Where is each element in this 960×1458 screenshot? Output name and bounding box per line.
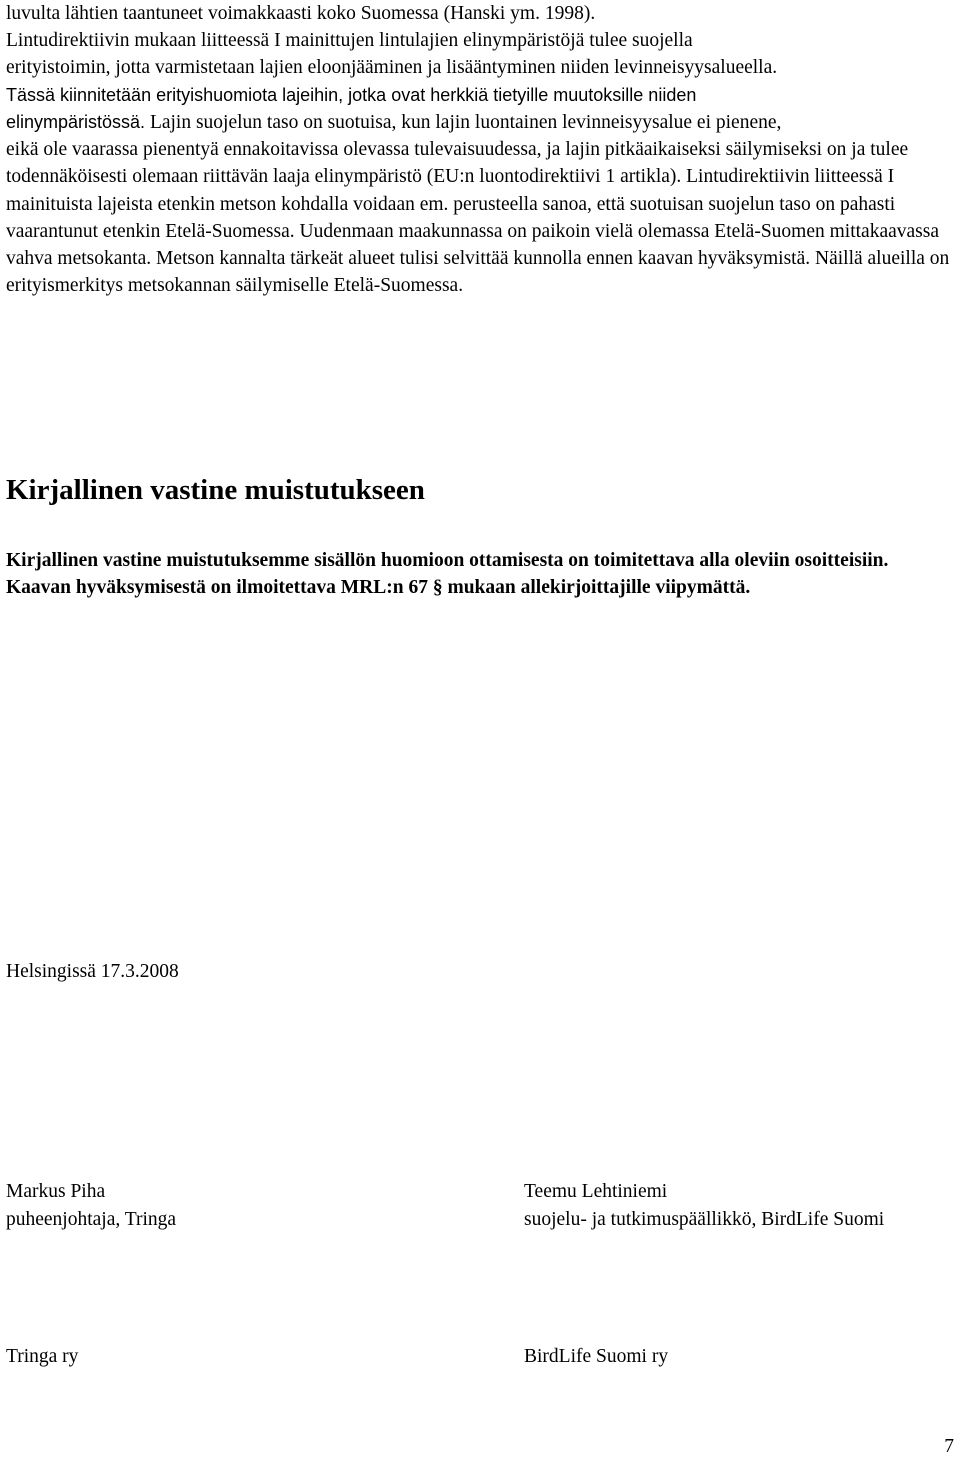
- section-heading: Kirjallinen vastine muistutukseen: [6, 474, 425, 506]
- page-number: 7: [944, 1436, 954, 1457]
- body-line-5: [6, 109, 956, 136]
- body-serif-fragment: Lajin suojelun taso on suotuisa, kun lajin luontainen levinneisyysalue ei pienene,: [145, 112, 782, 133]
- signatory-right-title: suojelu- ja tutkimuspäällikkö, BirdLife Suomi: [524, 1208, 885, 1230]
- signatory-right-org: BirdLife Suomi ry: [524, 1346, 669, 1367]
- body-paragraph: eikä ole vaarassa pienentyä ennakoitavissa olevassa tulevaisuudessa, ja lajin pitkäaikaiseksi säilymiseksi on ja tulee todennäköisesti olemaan riittävän laaja elinympäristö (EU:n luontodirektiivi 1 artikla). Lintudirektiivin liitteessä I mainituista lajeista etenkin metson kohdalla voidaan em. perusteella sanoa, että suotuisan suojelun taso on pahasti vaarantunut etenkin Etelä-Suomessa. Uudenmaan maakunnassa on paikoin vielä olemassa Etelä-Suomen mittakaavassa vahva metsokanta. Metson kannalta tärkeät alueet tulisi selvittää kunnolla ennen kaavan hyväksymistä. Näillä alueilla on erityismerkitys metsokannan säilymiselle Etelä-Suomessa.: [6, 139, 950, 297]
- signatory-left: [6, 1178, 426, 1233]
- body-line-3: erityistoimin, jotta varmistetaan lajien eloonjääminen ja lisääntyminen niiden levinneisyysalueella.: [6, 57, 778, 78]
- section-bold-text: Kirjallinen vastine muistutuksemme sisällön huomioon ottamisesta on toimitettava alla oleviin osoitteisiin. Kaavan hyväksymisestä on ilmoitettava MRL:n 67 § mukaan allekirjoittajille viipymättä.: [6, 550, 889, 599]
- signatory-right-name: Teemu Lehtiniemi: [524, 1181, 668, 1202]
- body-sans-fragment: elinympäristössä.: [6, 112, 146, 132]
- signatory-left-name: Markus Piha: [6, 1181, 106, 1202]
- body-line-1: luvulta lähtien taantuneet voimakkaasti koko Suomessa (Hanski ym. 1998).: [6, 3, 596, 24]
- signatory-right: [524, 1178, 924, 1233]
- signatory-left-title: puheenjohtaja, Tringa: [6, 1208, 177, 1230]
- body-line-2: Lintudirektiivin mukaan liitteessä I mainittujen lintulajien elinympäristöjä tulee suojella: [6, 30, 693, 51]
- place-date: Helsingissä 17.3.2008: [6, 961, 179, 982]
- signatory-left-org: Tringa ry: [6, 1346, 79, 1367]
- body-line-4: Tässä kiinnitetään erityishuomiota lajeihin, jotka ovat herkkiä tietyille muutoksille niiden: [6, 85, 697, 105]
